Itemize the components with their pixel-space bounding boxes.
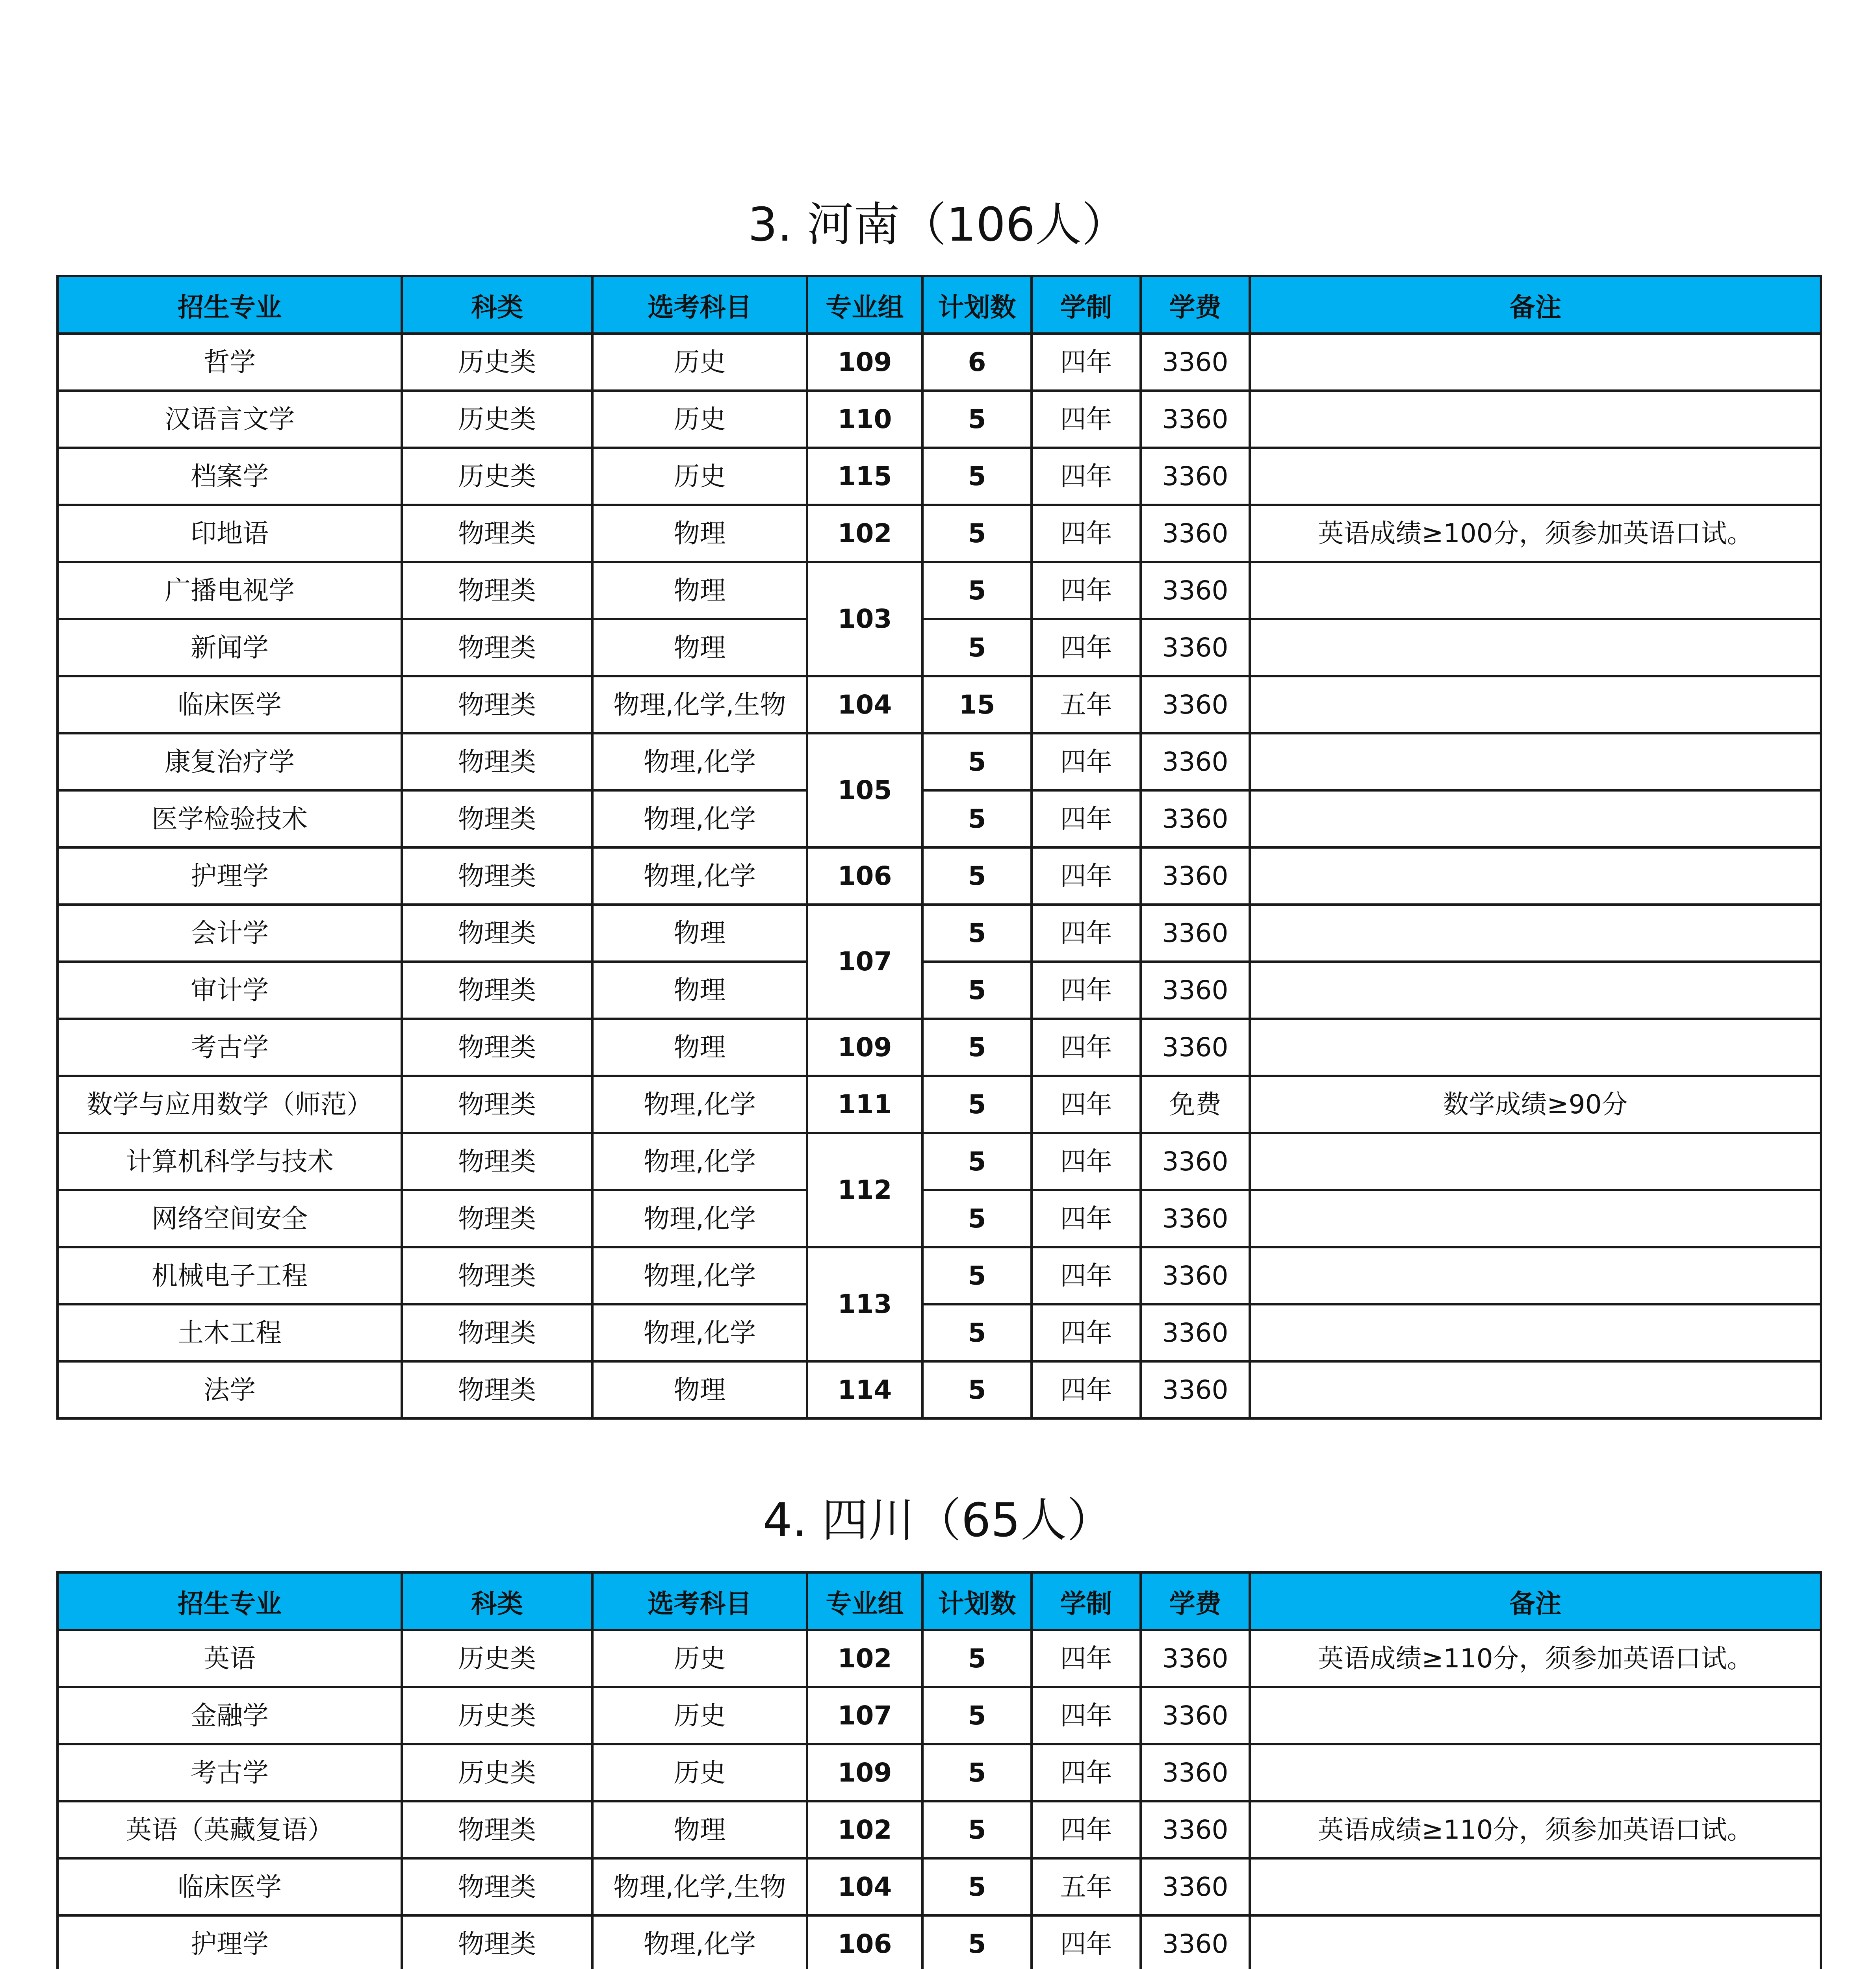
- group-cell: 103: [807, 562, 922, 676]
- subjects-cell: 物理,化学: [592, 1915, 807, 1969]
- years-cell: 四年: [1032, 733, 1141, 790]
- plan-cell: 5: [922, 1304, 1032, 1361]
- plan-cell: 5: [922, 448, 1032, 505]
- section-title-henan: 3. 河南（106人）: [748, 197, 1128, 252]
- years-cell: 四年: [1032, 334, 1141, 391]
- group-cell: 107: [807, 1687, 922, 1744]
- column-header: 计划数: [922, 1572, 1032, 1630]
- table-row: [58, 905, 1821, 962]
- major-cell: 金融学: [58, 1687, 402, 1744]
- subjects-cell: 物理: [592, 505, 807, 562]
- fee-cell: 3360: [1141, 962, 1250, 1019]
- years-cell: 四年: [1032, 1019, 1141, 1076]
- column-header: 选考科目: [592, 276, 807, 334]
- years-cell: 四年: [1032, 619, 1141, 676]
- years-cell: 四年: [1032, 1744, 1141, 1801]
- major-cell: 英语（英藏复语）: [58, 1801, 402, 1858]
- note-cell: [1250, 962, 1821, 1019]
- column-header: 备注: [1250, 1572, 1821, 1630]
- subjects-cell: 物理: [592, 962, 807, 1019]
- table-row: [58, 1687, 1821, 1744]
- major-cell: 临床医学: [58, 676, 402, 733]
- subjects-cell: 物理,化学: [592, 1133, 807, 1190]
- table-row: [58, 1304, 1821, 1361]
- note-cell: [1250, 1019, 1821, 1076]
- sichuan-table: [56, 1571, 1822, 1969]
- fee-cell: 3360: [1141, 1304, 1250, 1361]
- category-cell: 物理类: [402, 1019, 592, 1076]
- years-cell: 四年: [1032, 1133, 1141, 1190]
- category-cell: 历史类: [402, 448, 592, 505]
- note-cell: [1250, 1304, 1821, 1361]
- note-cell: [1250, 1744, 1821, 1801]
- note-cell: [1250, 448, 1821, 505]
- plan-cell: 5: [922, 505, 1032, 562]
- category-cell: 历史类: [402, 391, 592, 448]
- years-cell: 四年: [1032, 1801, 1141, 1858]
- category-cell: 历史类: [402, 1687, 592, 1744]
- plan-cell: 5: [922, 391, 1032, 448]
- plan-cell: 5: [922, 619, 1032, 676]
- table-row: [58, 1133, 1821, 1190]
- group-cell: 109: [807, 1744, 922, 1801]
- group-cell: 110: [807, 391, 922, 448]
- fee-cell: 3360: [1141, 1630, 1250, 1687]
- years-cell: 四年: [1032, 391, 1141, 448]
- subjects-cell: 物理: [592, 1019, 807, 1076]
- group-cell: 106: [807, 847, 922, 905]
- category-cell: 物理类: [402, 1133, 592, 1190]
- note-cell: [1250, 1247, 1821, 1304]
- subjects-cell: 物理,化学,生物: [592, 676, 807, 733]
- group-cell: 109: [807, 334, 922, 391]
- henan-table: [56, 275, 1822, 1420]
- years-cell: 四年: [1032, 562, 1141, 619]
- subjects-cell: 物理,化学: [592, 1247, 807, 1304]
- plan-cell: 5: [922, 1915, 1032, 1969]
- fee-cell: 3360: [1141, 562, 1250, 619]
- fee-cell: 3360: [1141, 1019, 1250, 1076]
- category-cell: 物理类: [402, 1304, 592, 1361]
- note-cell: 英语成绩≥110分，须参加英语口试。: [1250, 1630, 1821, 1687]
- years-cell: 四年: [1032, 790, 1141, 847]
- fee-cell: 3360: [1141, 448, 1250, 505]
- major-cell: 法学: [58, 1361, 402, 1418]
- column-header: 专业组: [807, 276, 922, 334]
- subjects-cell: 物理,化学: [592, 847, 807, 905]
- fee-cell: 3360: [1141, 505, 1250, 562]
- category-cell: 物理类: [402, 1361, 592, 1418]
- group-cell: 115: [807, 448, 922, 505]
- group-cell: 112: [807, 1133, 922, 1247]
- subjects-cell: 物理: [592, 562, 807, 619]
- plan-cell: 5: [922, 1190, 1032, 1247]
- plan-cell: 5: [922, 1133, 1032, 1190]
- note-cell: [1250, 562, 1821, 619]
- plan-cell: 5: [922, 962, 1032, 1019]
- years-cell: 四年: [1032, 448, 1141, 505]
- major-cell: 医学检验技术: [58, 790, 402, 847]
- column-header: 备注: [1250, 276, 1821, 334]
- table-row: [58, 1915, 1821, 1969]
- fee-cell: 3360: [1141, 1133, 1250, 1190]
- plan-cell: 5: [922, 1744, 1032, 1801]
- column-header: 科类: [402, 1572, 592, 1630]
- plan-cell: 5: [922, 562, 1032, 619]
- table-row: [58, 1858, 1821, 1915]
- plan-cell: 5: [922, 1247, 1032, 1304]
- category-cell: 物理类: [402, 1915, 592, 1969]
- note-cell: [1250, 1133, 1821, 1190]
- major-cell: 印地语: [58, 505, 402, 562]
- years-cell: 五年: [1032, 1858, 1141, 1915]
- table-row: [58, 619, 1821, 676]
- category-cell: 物理类: [402, 1858, 592, 1915]
- category-cell: 物理类: [402, 905, 592, 962]
- plan-cell: 5: [922, 1801, 1032, 1858]
- note-cell: 英语成绩≥110分，须参加英语口试。: [1250, 1801, 1821, 1858]
- group-cell: 104: [807, 1858, 922, 1915]
- group-cell: 104: [807, 676, 922, 733]
- column-header: 招生专业: [58, 276, 402, 334]
- major-cell: 新闻学: [58, 619, 402, 676]
- note-cell: [1250, 790, 1821, 847]
- group-cell: 109: [807, 1019, 922, 1076]
- years-cell: 四年: [1032, 505, 1141, 562]
- category-cell: 物理类: [402, 676, 592, 733]
- note-cell: [1250, 905, 1821, 962]
- table-row: [58, 1801, 1821, 1858]
- subjects-cell: 物理: [592, 1801, 807, 1858]
- subjects-cell: 历史: [592, 1630, 807, 1687]
- category-cell: 物理类: [402, 1190, 592, 1247]
- note-cell: [1250, 847, 1821, 905]
- category-cell: 物理类: [402, 1801, 592, 1858]
- fee-cell: 3360: [1141, 1190, 1250, 1247]
- table-row: [58, 334, 1821, 391]
- plan-cell: 5: [922, 1019, 1032, 1076]
- table-row: [58, 562, 1821, 619]
- major-cell: 护理学: [58, 847, 402, 905]
- table-row: [58, 847, 1821, 905]
- group-cell: 113: [807, 1247, 922, 1361]
- plan-cell: 5: [922, 790, 1032, 847]
- category-cell: 历史类: [402, 1630, 592, 1687]
- subjects-cell: 物理,化学: [592, 1076, 807, 1133]
- note-cell: [1250, 676, 1821, 733]
- category-cell: 物理类: [402, 1247, 592, 1304]
- fee-cell: 3360: [1141, 847, 1250, 905]
- group-cell: 102: [807, 505, 922, 562]
- table-row: [58, 1744, 1821, 1801]
- major-cell: 档案学: [58, 448, 402, 505]
- plan-cell: 5: [922, 847, 1032, 905]
- table-row: [58, 448, 1821, 505]
- major-cell: 土木工程: [58, 1304, 402, 1361]
- subjects-cell: 历史: [592, 448, 807, 505]
- major-cell: 机械电子工程: [58, 1247, 402, 1304]
- table-row: [58, 1190, 1821, 1247]
- table-header-row: [58, 1572, 1821, 1630]
- subjects-cell: 历史: [592, 334, 807, 391]
- note-cell: 数学成绩≥90分: [1250, 1076, 1821, 1133]
- major-cell: 汉语言文学: [58, 391, 402, 448]
- group-cell: 107: [807, 905, 922, 1019]
- fee-cell: 3360: [1141, 1687, 1250, 1744]
- fee-cell: 3360: [1141, 1801, 1250, 1858]
- years-cell: 四年: [1032, 1361, 1141, 1418]
- subjects-cell: 物理,化学: [592, 733, 807, 790]
- plan-cell: 5: [922, 1858, 1032, 1915]
- fee-cell: 3360: [1141, 619, 1250, 676]
- table-row: [58, 1019, 1821, 1076]
- table-row: [58, 505, 1821, 562]
- fee-cell: 3360: [1141, 1744, 1250, 1801]
- note-cell: [1250, 619, 1821, 676]
- years-cell: 四年: [1032, 1304, 1141, 1361]
- table-row: [58, 1361, 1821, 1418]
- major-cell: 考古学: [58, 1744, 402, 1801]
- plan-cell: 15: [922, 676, 1032, 733]
- subjects-cell: 物理: [592, 905, 807, 962]
- major-cell: 护理学: [58, 1915, 402, 1969]
- major-cell: 英语: [58, 1630, 402, 1687]
- group-cell: 111: [807, 1076, 922, 1133]
- major-cell: 考古学: [58, 1019, 402, 1076]
- category-cell: 物理类: [402, 505, 592, 562]
- table-row: [58, 733, 1821, 790]
- column-header: 学制: [1032, 1572, 1141, 1630]
- fee-cell: 3360: [1141, 391, 1250, 448]
- plan-cell: 5: [922, 733, 1032, 790]
- table-row: [58, 391, 1821, 448]
- subjects-cell: 历史: [592, 1687, 807, 1744]
- category-cell: 历史类: [402, 334, 592, 391]
- major-cell: 哲学: [58, 334, 402, 391]
- group-cell: 106: [807, 1915, 922, 1969]
- note-cell: [1250, 1915, 1821, 1969]
- subjects-cell: 物理,化学,生物: [592, 1858, 807, 1915]
- category-cell: 物理类: [402, 619, 592, 676]
- note-cell: [1250, 1858, 1821, 1915]
- subjects-cell: 物理,化学: [592, 790, 807, 847]
- group-cell: 102: [807, 1630, 922, 1687]
- fee-cell: 3360: [1141, 1361, 1250, 1418]
- note-cell: [1250, 1361, 1821, 1418]
- column-header: 学制: [1032, 276, 1141, 334]
- group-cell: 114: [807, 1361, 922, 1418]
- category-cell: 物理类: [402, 962, 592, 1019]
- years-cell: 五年: [1032, 676, 1141, 733]
- category-cell: 物理类: [402, 790, 592, 847]
- category-cell: 历史类: [402, 1744, 592, 1801]
- fee-cell: 3360: [1141, 905, 1250, 962]
- column-header: 选考科目: [592, 1572, 807, 1630]
- fee-cell: 3360: [1141, 1915, 1250, 1969]
- category-cell: 物理类: [402, 733, 592, 790]
- major-cell: 会计学: [58, 905, 402, 962]
- major-cell: 计算机科学与技术: [58, 1133, 402, 1190]
- plan-cell: 5: [922, 1361, 1032, 1418]
- table-row: [58, 962, 1821, 1019]
- note-cell: [1250, 1687, 1821, 1744]
- subjects-cell: 物理: [592, 1361, 807, 1418]
- years-cell: 四年: [1032, 1076, 1141, 1133]
- note-cell: [1250, 334, 1821, 391]
- years-cell: 四年: [1032, 1190, 1141, 1247]
- years-cell: 四年: [1032, 1247, 1141, 1304]
- note-cell: [1250, 733, 1821, 790]
- table-row: [58, 1630, 1821, 1687]
- plan-cell: 5: [922, 1630, 1032, 1687]
- fee-cell: 3360: [1141, 334, 1250, 391]
- plan-cell: 6: [922, 334, 1032, 391]
- section-title-sichuan: 4. 四川（65人）: [763, 1493, 1113, 1547]
- table-row: [58, 676, 1821, 733]
- table-row: [58, 1247, 1821, 1304]
- column-header: 科类: [402, 276, 592, 334]
- plan-cell: 5: [922, 1687, 1032, 1744]
- fee-cell: 免费: [1141, 1076, 1250, 1133]
- plan-cell: 5: [922, 905, 1032, 962]
- note-cell: [1250, 1190, 1821, 1247]
- major-cell: 临床医学: [58, 1858, 402, 1915]
- table-row: [58, 790, 1821, 847]
- major-cell: 康复治疗学: [58, 733, 402, 790]
- note-cell: 英语成绩≥100分，须参加英语口试。: [1250, 505, 1821, 562]
- table-header-row: [58, 276, 1821, 334]
- subjects-cell: 物理,化学: [592, 1304, 807, 1361]
- category-cell: 物理类: [402, 847, 592, 905]
- column-header: 学费: [1141, 276, 1250, 334]
- years-cell: 四年: [1032, 1915, 1141, 1969]
- fee-cell: 3360: [1141, 790, 1250, 847]
- table-row: [58, 1076, 1821, 1133]
- column-header: 招生专业: [58, 1572, 402, 1630]
- major-cell: 广播电视学: [58, 562, 402, 619]
- group-cell: 105: [807, 733, 922, 847]
- column-header: 学费: [1141, 1572, 1250, 1630]
- years-cell: 四年: [1032, 962, 1141, 1019]
- fee-cell: 3360: [1141, 1247, 1250, 1304]
- years-cell: 四年: [1032, 847, 1141, 905]
- plan-cell: 5: [922, 1076, 1032, 1133]
- years-cell: 四年: [1032, 905, 1141, 962]
- fee-cell: 3360: [1141, 1858, 1250, 1915]
- fee-cell: 3360: [1141, 733, 1250, 790]
- column-header: 计划数: [922, 276, 1032, 334]
- major-cell: 数学与应用数学（师范）: [58, 1076, 402, 1133]
- years-cell: 四年: [1032, 1630, 1141, 1687]
- subjects-cell: 历史: [592, 391, 807, 448]
- note-cell: [1250, 391, 1821, 448]
- fee-cell: 3360: [1141, 676, 1250, 733]
- group-cell: 102: [807, 1801, 922, 1858]
- category-cell: 物理类: [402, 1076, 592, 1133]
- category-cell: 物理类: [402, 562, 592, 619]
- column-header: 专业组: [807, 1572, 922, 1630]
- subjects-cell: 物理: [592, 619, 807, 676]
- major-cell: 审计学: [58, 962, 402, 1019]
- major-cell: 网络空间安全: [58, 1190, 402, 1247]
- subjects-cell: 历史: [592, 1744, 807, 1801]
- subjects-cell: 物理,化学: [592, 1190, 807, 1247]
- years-cell: 四年: [1032, 1687, 1141, 1744]
